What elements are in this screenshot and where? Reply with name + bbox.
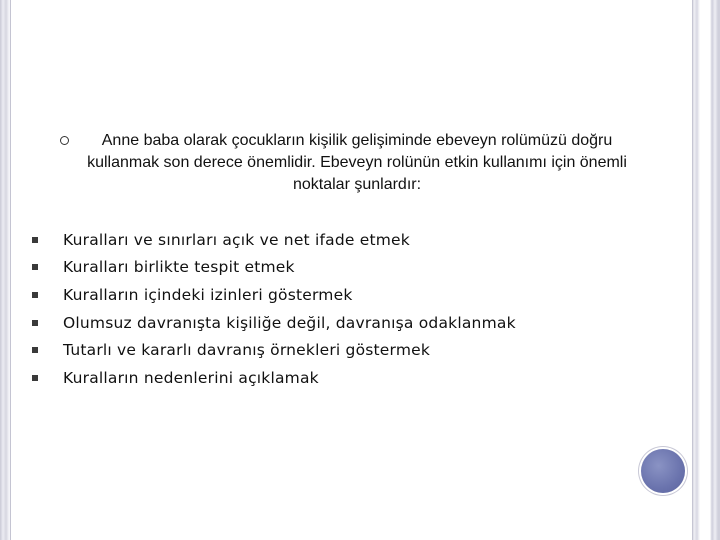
rule-text: Kuralların nedenlerini açıklamak bbox=[63, 368, 319, 387]
list-item bbox=[30, 254, 516, 282]
list-item bbox=[30, 281, 516, 309]
rule-text: Kuralları birlikte tespit etmek bbox=[63, 258, 295, 277]
intro-bullet-icon bbox=[60, 136, 69, 145]
list-item bbox=[30, 309, 516, 337]
intro-paragraph: Anne baba olarak çocukların kişilik gelişiminde ebeveyn rolümüzü doğru kullanmak son derece önemlidir. Ebeveyn rolünün etkin kullanımı için önemli noktalar şunlardır: bbox=[87, 132, 627, 193]
square-bullet-icon bbox=[32, 264, 38, 270]
square-bullet-icon bbox=[32, 237, 38, 243]
rule-text: Tutarlı ve kararlı davranış örnekleri göstermek bbox=[63, 341, 431, 360]
rule-text: Kuralların içindeki izinleri göstermek bbox=[63, 285, 353, 304]
rule-text: Kuralları ve sınırları açık ve net ifade etmek bbox=[63, 230, 410, 249]
left-border-decoration bbox=[0, 0, 11, 540]
decorative-circle bbox=[641, 449, 685, 493]
list-item bbox=[30, 226, 516, 254]
list-item bbox=[30, 336, 516, 364]
square-bullet-icon bbox=[32, 347, 38, 353]
rule-list bbox=[30, 226, 516, 392]
right-border-decoration bbox=[692, 0, 720, 540]
list-item bbox=[30, 364, 516, 392]
square-bullet-icon bbox=[32, 375, 38, 381]
square-bullet-icon bbox=[32, 292, 38, 298]
square-bullet-icon bbox=[32, 320, 38, 326]
rule-text: Olumsuz davranışta kişiliğe değil, davranışa odaklanmak bbox=[63, 313, 516, 332]
